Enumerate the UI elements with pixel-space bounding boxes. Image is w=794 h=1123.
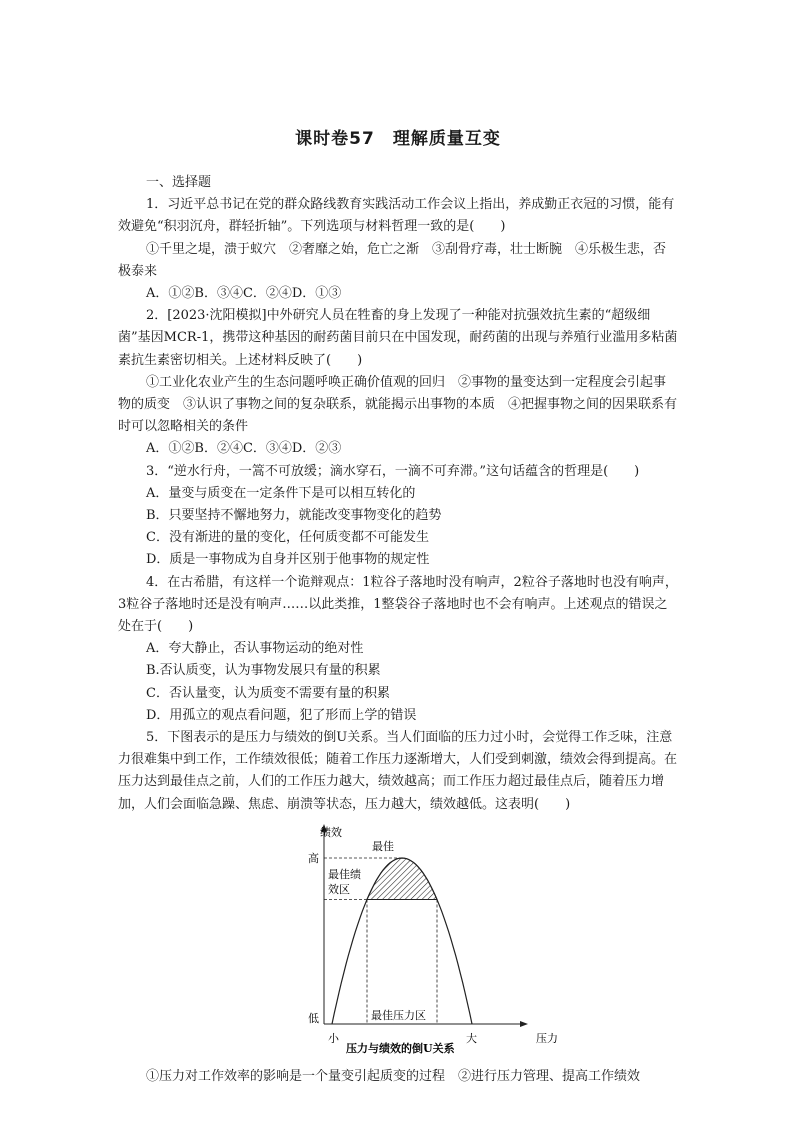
q1-choices: A．①②B．③④C．②④D．①③ (146, 286, 342, 302)
optimal-pressure-annotation: 最佳压力区 (371, 1008, 426, 1022)
x-tick-large: 大 (466, 1031, 477, 1045)
q2-stem: 2．[2023·沈阳模拟]中外研究人员在牲畜的身上发现了一种能对抗强效抗生素的“超级细菌”基因MCR-1，携带这种基因的耐药菌目前只在中国发现，耐药菌的出现与养殖行业滥用多粘菌素抗生素密切相关。上述材料反映了( ) (118, 308, 678, 368)
q1-items: ①千里之堤，溃于蚁穴 ②奢靡之始，危亡之渐 ③刮骨疗毒，壮士断腕 ④乐极生悲，否极泰来 (118, 241, 667, 279)
optimal-performance-annotation-line1: 最佳绩 (328, 867, 361, 881)
pressure-performance-chart (118, 824, 678, 1060)
q4-option-b: B.否认质变，认为事物发展只有量的积累 (146, 663, 381, 679)
q4-option-d: D．用孤立的观点看问题，犯了形而上学的错误 (146, 707, 417, 723)
optimal-performance-annotation-line2: 效区 (328, 882, 350, 896)
y-tick-high: 高 (308, 851, 319, 865)
x-axis-arrow (520, 1021, 528, 1027)
x-axis-label: 压力 (536, 1031, 558, 1045)
q4-stem: 4．在古希腊，有这样一个诡辩观点：1粒谷子落地时没有响声，2粒谷子落地时也没有响声，3粒谷子落地时还是没有响声……以此类推，1整袋谷子落地时也不会有响声。上述观点的错误之处在于( ) (118, 574, 678, 635)
q3-stem: 3．“逆水行舟，一篙不可放缓；滴水穿石，一滴不可弃滞。”这句话蕴含的哲理是( ) (146, 463, 640, 479)
chart-caption: 压力与绩效的倒U关系 (346, 1041, 455, 1055)
y-axis-label: 绩效 (320, 825, 342, 839)
q4-option-a: A．夸大静止，否认事物运动的绝对性 (146, 641, 364, 657)
question-body (118, 172, 678, 1088)
q1-stem: 1．习近平总书记在党的群众路线教育实践活动工作会议上指出，养成勤正衣冠的习惯，能有效避免“积羽沉舟，群轻折轴”。下列选项与材料哲理一致的是( ) (118, 197, 675, 235)
section-heading: 一、选择题 (146, 175, 212, 190)
q3-option-a: A．量变与质变在一定条件下是可以相互转化的 (146, 485, 416, 501)
x-tick-small: 小 (328, 1031, 339, 1045)
q5-stem: 5．下图表示的是压力与绩效的倒U关系。当人们面临的压力过小时，会觉得工作乏味，注意力很难集中到工作，工作绩效很低；随着工作压力逐渐增大，人们受到刺激，绩效会得到提高。在压力达到最佳点之前，人们的工作压力越大，绩效越高；而工作压力超过最佳点后，随着压力增加，人们会面临急躁、焦虑、崩溃等状态，压力越大，绩效越低。这表明( ) (118, 730, 678, 812)
peak-annotation: 最佳 (372, 839, 394, 853)
q2-items: ①工业化农业产生的生态问题呼唤正确价值观的回归 ②事物的量变达到一定程度会引起事物的质变 ③认识了事物之间的复杂联系，就能揭示出事物的本质 ④把握事物之间的因果联系有时可以忽略相关的条件 (118, 374, 678, 435)
q3-option-b: B．只要坚持不懈地努力，就能改变事物变化的趋势 (146, 508, 442, 524)
q2-choices: A．①②B．②④C．③④D．②③ (146, 441, 342, 457)
q3-option-c: C．没有渐进的量的变化，任何质变都不可能发生 (146, 530, 429, 546)
q5-items: ①压力对工作效率的影响是一个量变引起质变的过程 ②进行压力管理、提高工作绩效 (146, 1068, 641, 1084)
q4-option-c: C．否认量变，认为质变不需要有量的积累 (146, 685, 390, 701)
page-title: 课时卷57 理解质量互变 (295, 129, 501, 149)
y-tick-low: 低 (308, 1011, 319, 1025)
q3-option-d: D．质是一事物成为自身并区别于他事物的规定性 (146, 552, 430, 568)
